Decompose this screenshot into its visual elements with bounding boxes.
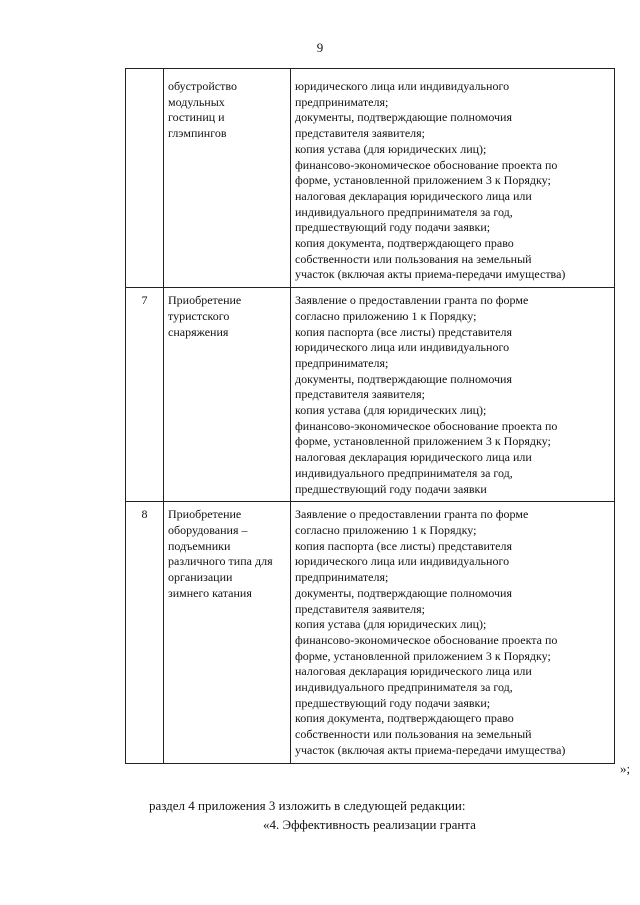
row-required-documents: Заявление о предоставлении гранта по форме согласно приложению 1 к Порядку; копия паспорта (все листы) представителя юридического лица или индивидуального предпринимателя; документы, подтверждающие полномочия представителя заявителя; копия устава (для юридических лиц); финансово-экономическое обоснование проекта по форме, установленной приложением 3 к Порядку; налоговая декларация юридического лица или индивидуального предпринимателя за год, предшествующий году подачи заявки; копия документа, подтверждающего право собственности или пользования на земельный участок (включая акты приема-передачи имущества) — [291, 502, 615, 763]
row-number — [126, 69, 164, 288]
table-row — [126, 502, 615, 763]
body-paragraph: раздел 4 приложения 3 изложить в следующей редакции: — [149, 798, 466, 813]
row-required-documents: юридического лица или индивидуального предпринимателя; документы, подтверждающие полномочия представителя заявителя; копия устава (для юридических лиц); финансово-экономическое обоснование проекта по форме, установленной приложением 3 к Порядку; налоговая декларация юридического лица или индивидуального предпринимателя за год, предшествующий году подачи заявки; копия документа, подтверждающего право собственности или пользования на земельный участок (включая акты приема-передачи имущества) — [291, 69, 615, 288]
row-activity-name: Приобретение туристского снаряжения — [164, 288, 291, 502]
table-row — [126, 288, 615, 502]
row-required-documents: Заявление о предоставлении гранта по форме согласно приложению 1 к Порядку; копия паспорта (все листы) представителя юридического лица или индивидуального предпринимателя; документы, подтверждающие полномочия представителя заявителя; копия устава (для юридических лиц); финансово-экономическое обоснование проекта по форме, установленной приложением 3 к Порядку; налоговая декларация юридического лица или индивидуального предпринимателя за год, предшествующий году подачи заявки — [291, 288, 615, 502]
row-number: 7 — [126, 288, 164, 502]
closing-quote-mark: »; — [620, 761, 631, 776]
requirements-table — [125, 68, 615, 764]
row-number: 8 — [126, 502, 164, 763]
table-row — [126, 69, 615, 288]
row-activity-name: обустройство модульных гостиниц и глэмпингов — [164, 69, 291, 288]
page-number: 9 — [316, 40, 324, 55]
section-heading: «4. Эффективность реализации гранта — [263, 817, 476, 832]
row-activity-name: Приобретение оборудования – подъемники различного типа для организации зимнего катания — [164, 502, 291, 763]
